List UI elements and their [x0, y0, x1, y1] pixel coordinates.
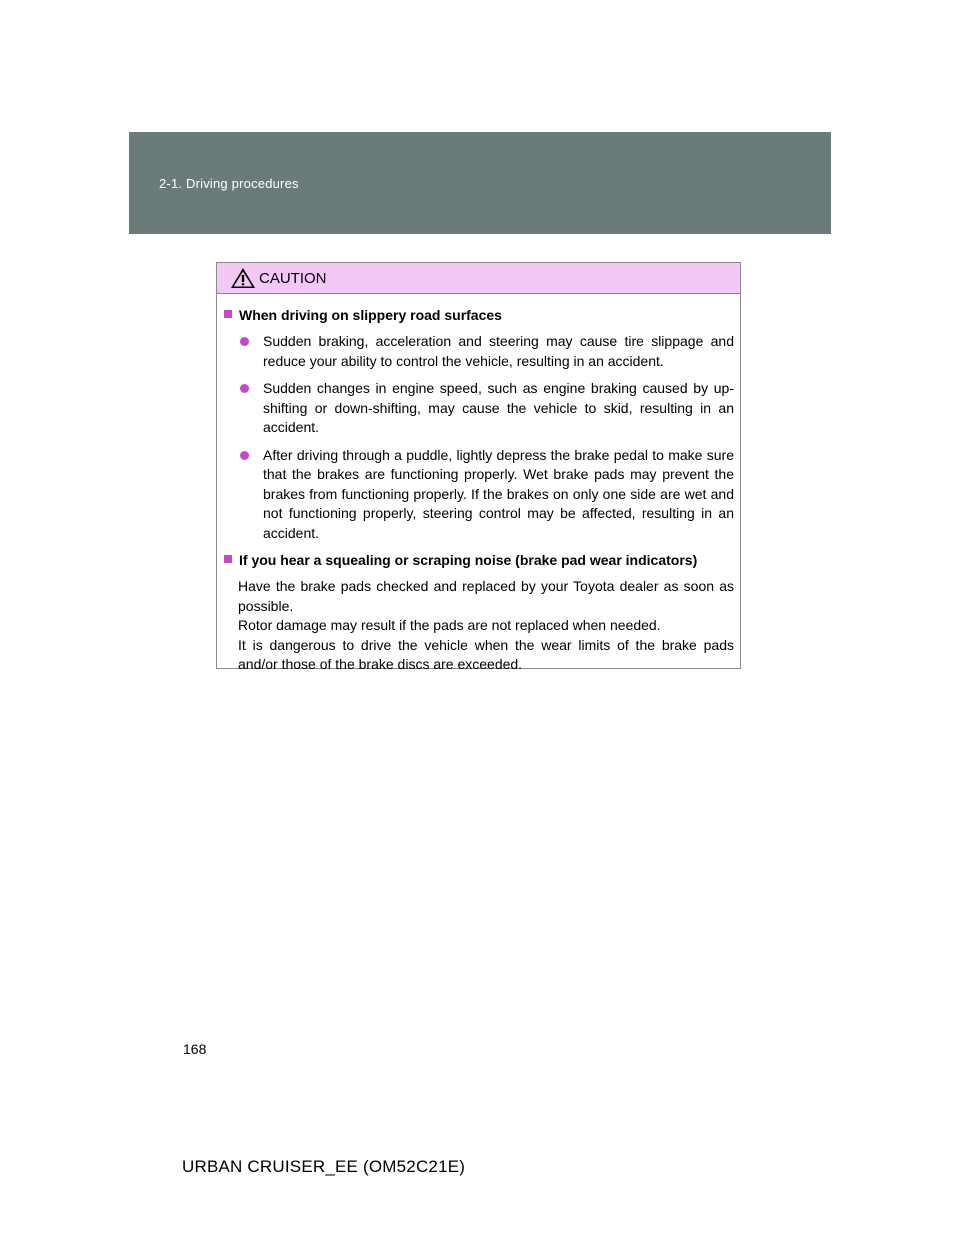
list-item-text: Sudden braking, acceleration and steering may cause tire slippage and reduce your ability to control the vehicle, resulting in an accident. [263, 333, 734, 369]
caution-box [216, 262, 741, 672]
round-bullet-icon [240, 337, 249, 346]
list-item-text: After driving through a puddle, lightly depress the brake pedal to make sure that the brakes are functioning properly. Wet brake pads may prevent the brakes from functioning properly. If the brakes on only one side are wet and not functioning properly, steering control may be affected, resulting in an accident. [263, 446, 734, 541]
page-number: 168 [183, 1041, 207, 1057]
section-heading-text: When driving on slippery road surfaces [239, 307, 502, 323]
list-item [238, 446, 734, 544]
list-item-text: Sudden changes in engine speed, such as engine braking caused by up-shifting or down-shifting, may cause the vehicle to skid, resulting in an accident. [263, 380, 734, 435]
section-heading-text: If you hear a squealing or scraping noise (brake pad wear indicators) [239, 552, 698, 568]
square-bullet-icon [224, 555, 232, 563]
section-heading [223, 551, 734, 569]
list-item [238, 332, 734, 371]
paragraph: It is dangerous to drive the vehicle when the wear limits of the brake pads and/or those of the brake discs are exceeded. [238, 636, 734, 672]
round-bullet-icon [240, 384, 249, 393]
caution-body [217, 294, 740, 675]
section-title: 2-1. Driving procedures [159, 176, 299, 191]
section-heading [223, 306, 734, 324]
document-code: URBAN CRUISER_EE (OM52C21E) [182, 1157, 466, 1176]
square-bullet-icon [224, 310, 232, 318]
caution-label: CAUTION [259, 270, 327, 287]
paragraph: Have the brake pads checked and replaced by your Toyota dealer as soon as possible. [238, 578, 734, 614]
list-item [238, 379, 734, 438]
paragraph: Rotor damage may result if the pads are not replaced when needed. [238, 617, 661, 633]
caution-header [217, 263, 740, 294]
warning-triangle-icon [230, 267, 256, 289]
round-bullet-icon [240, 451, 249, 460]
header-band [129, 132, 831, 234]
